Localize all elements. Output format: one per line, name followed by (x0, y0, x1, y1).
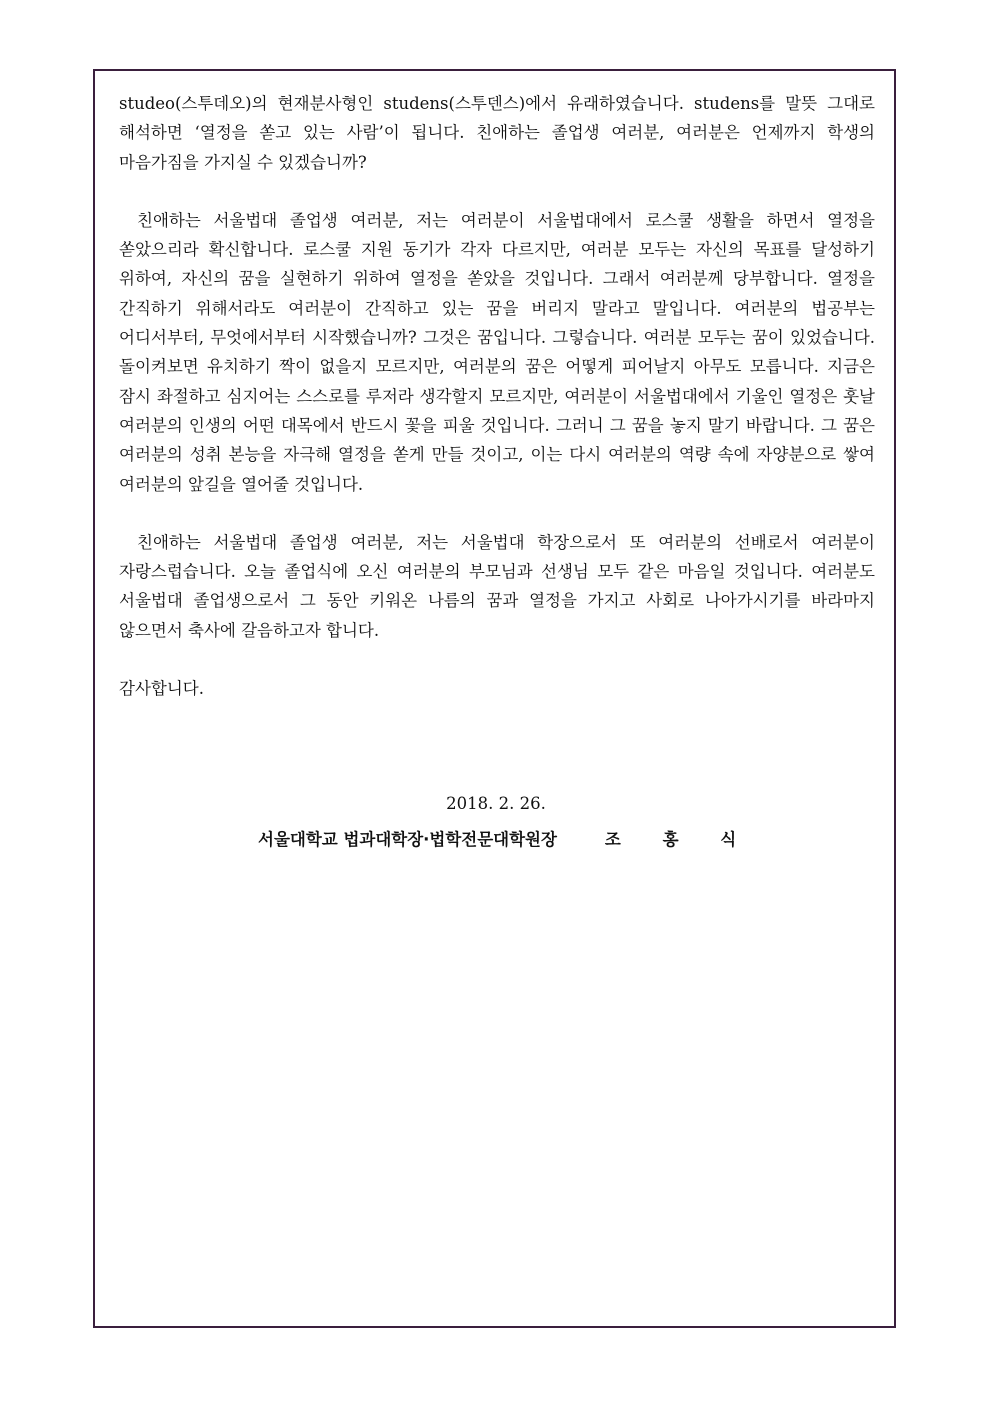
paragraph-1: studeo(스투데오)의 현재분사형인 studens(스투덴스)에서 유래하였습니다. studens를 말뜻 그대로 해석하면 ‘열정을 쏟고 있는 사람’이 됩니다. 친애하는 졸업생 여러분, 여러분은 언제까지 학생의 마음가짐을 가지실 수 있겠습니까? (119, 94, 875, 172)
signature-name: 조 홍 식 (604, 830, 755, 849)
signature-title: 서울대학교 법과대학장·법학전문대학원장 (258, 830, 557, 849)
speech-body (119, 89, 875, 703)
closing-text: 감사합니다. (119, 679, 204, 699)
speech-date: 2018. 2. 26. (446, 794, 546, 813)
paragraph-3: 친애하는 서울법대 졸업생 여러분, 저는 서울법대 학장으로서 또 여러분의 선배로서 여러분이 자랑스럽습니다. 오늘 졸업식에 오신 여러분의 부모님과 선생님 모두 같은 마음일 것입니다. 여러분도 서울법대 졸업생으로서 그 동안 키워온 나름의 꿈과 열정을 가지고 사회로 나아가시기를 바라마지 않으면서 축사에 갈음하고자 합니다. (119, 532, 875, 640)
paragraph-2: 친애하는 서울법대 졸업생 여러분, 저는 여러분이 서울법대에서 로스쿨 생활을 하면서 열정을 쏟았으리라 확신합니다. 로스쿨 지원 동기가 각자 다르지만, 여러분 모두는 자신의 목표를 달성하기 위하여, 자신의 꿈을 실현하기 위하여 열정을 쏟았을 것입니다. 그래서 여러분께 당부합니다. 열정을 간직하기 위해서라도 여러분이 간직하고 있는 꿈을 버리지 말라고 말입니다. 여러분의 법공부는 어디서부터, 무엇에서부터 시작했습니까? 그것은 꿈입니다. 그렇습니다. 여러분 모두는 꿈이 있었습니다. 돌이켜보면 유치하기 짝이 없을지 모르지만, 여러분의 꿈은 어떻게 피어날지 아무도 모릅니다. 지금은 잠시 좌절하고 심지어는 스스로를 루저라 생각할지 모르지만, 여러분이 서울법대에서 기울인 열정은 훗날 여러분의 인생의 어떤 대목에서 반드시 꽃을 피울 것입니다. 그러니 그 꿈을 놓지 말기 바랍니다. 그 꿈은 여러분의 성취 본능을 자극해 열정을 쏟게 만들 것이고, 이는 다시 여러분의 역량 속에 자양분으로 쌓여 여러분의 앞길을 열어줄 것입니다. (119, 210, 875, 494)
signature (258, 826, 754, 850)
